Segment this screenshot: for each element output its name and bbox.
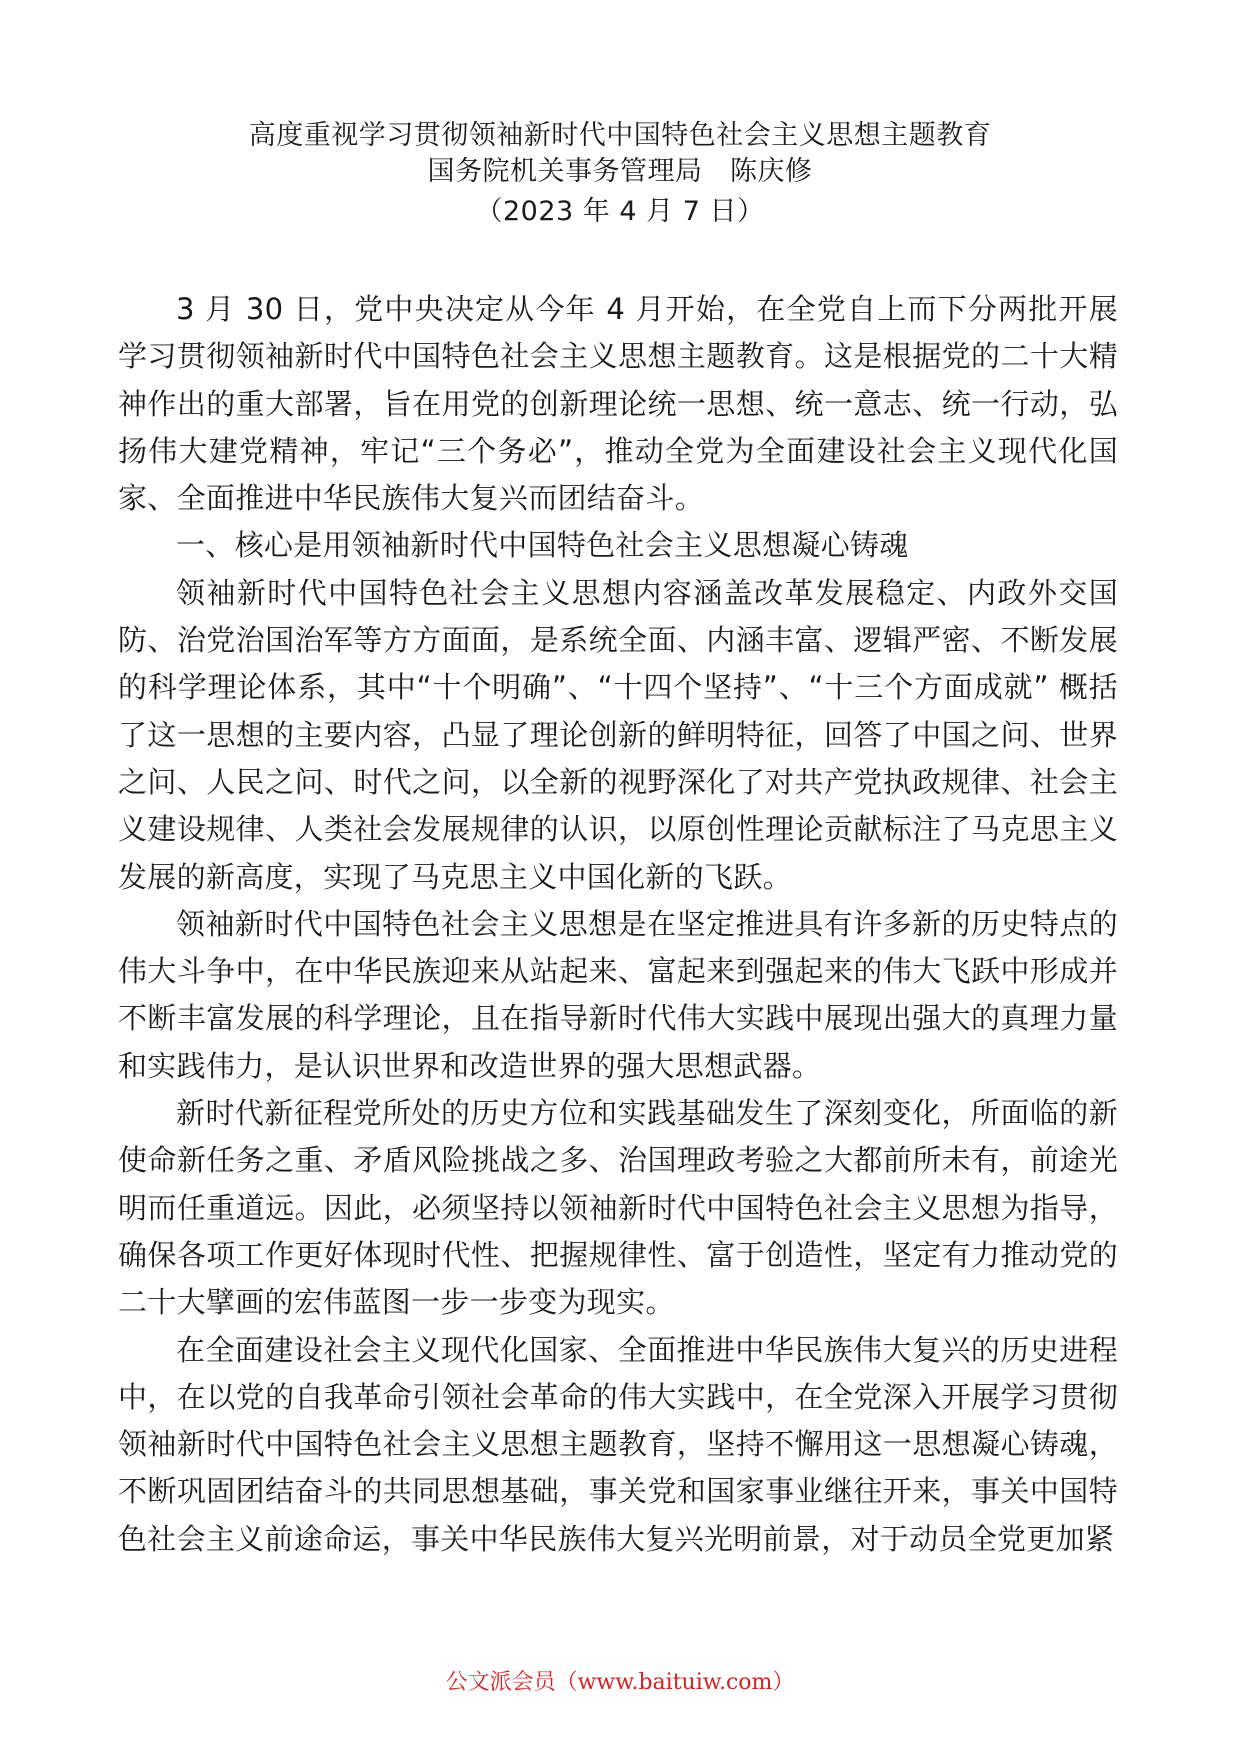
section-heading-1: 一、核心是用领袖新时代中国特色社会主义思想凝心铸魂 [176, 528, 909, 563]
paragraph-scientific-theory: 领袖新时代中国特色社会主义思想是在坚定推进具有许多新的历史特点的伟大斗争中，在中华民族迎来从站起来、富起来到强起来的伟大飞跃中形成并不断丰富发展的科学理论，且在指导新时代伟大实践中展现出强大的真理力量和实践伟力，是认识世界和改造世界的强大思想武器。 [118, 906, 1118, 1083]
document-header [0, 118, 1240, 230]
document-title: 高度重视学习贯彻领袖新时代中国特色社会主义思想主题教育 [248, 120, 992, 151]
paragraph-theory-system: 领袖新时代中国特色社会主义思想内容涵盖改革发展稳定、内政外交国防、治党治国治军等方方面面，是系统全面、内涵丰富、逻辑严密、不断发展的科学理论体系，其中“十个明确”、“十四个坚持”、“十三个方面成就” 概括了这一思想的主要内容，凸显了理论创新的鲜明特征，回答了中国之问、世界之问、人民之问、时代之问，以全新的视野深化了对共产党执政规律、社会主义建设规律、人类社会发展规律的认识，以原创性理论贡献标注了马克思主义发展的新高度，实现了马克思主义中国化新的飞跃。 [118, 575, 1118, 894]
paragraph-historical-process: 在全面建设社会主义现代化国家、全面推进中华民族伟大复兴的历史进程中，在以党的自我革命引领社会革命的伟大实践中，在全党深入开展学习贯彻领袖新时代中国特色社会主义思想主题教育，坚持不懈用这一思想凝心铸魂， 不断巩固团结奋斗的共同思想基础，事关党和国家事业继往开来，事关中国特 色社会主义前途命运，事关中华民族伟大复兴光明前景，对于动员全党更加紧 [118, 1332, 1118, 1556]
watermark-footer: 公文派会员（www.baituiw.com） [445, 1670, 795, 1695]
document-date: （2023 年 4 月 7 日） [475, 196, 765, 227]
document-body [118, 286, 1118, 1563]
author-line: 国务院机关事务管理局 陈庆修 [427, 156, 813, 187]
paragraph-new-era: 新时代新征程党所处的历史方位和实践基础发生了深刻变化，所面临的新使命新任务之重、矛盾风险挑战之多、治国理政考验之大都前所未有，前途光明而任重道远。因此，必须坚持以领袖新时代中国特色社会主义思想为指导， 确保各项工作更好体现时代性、把握规律性、富于创造性，坚定有力推动党的 二十大擘画的宏伟蓝图一步一步变为现实。 [118, 1096, 1118, 1320]
paragraph-intro: 3 月 30 日，党中央决定从今年 4 月开始，在全党自上而下分两批开展学习贯彻领袖新时代中国特色社会主义思想主题教育。这是根据党的二十大精神作出的重大部署，旨在用党的创新理论统一思想、统一意志、统一行动，弘扬伟大建党精神，牢记“三个务必”，推动全党为全面建设社会主义现代化国家、全面推进中华民族伟大复兴而团结奋斗。 [118, 292, 1118, 516]
